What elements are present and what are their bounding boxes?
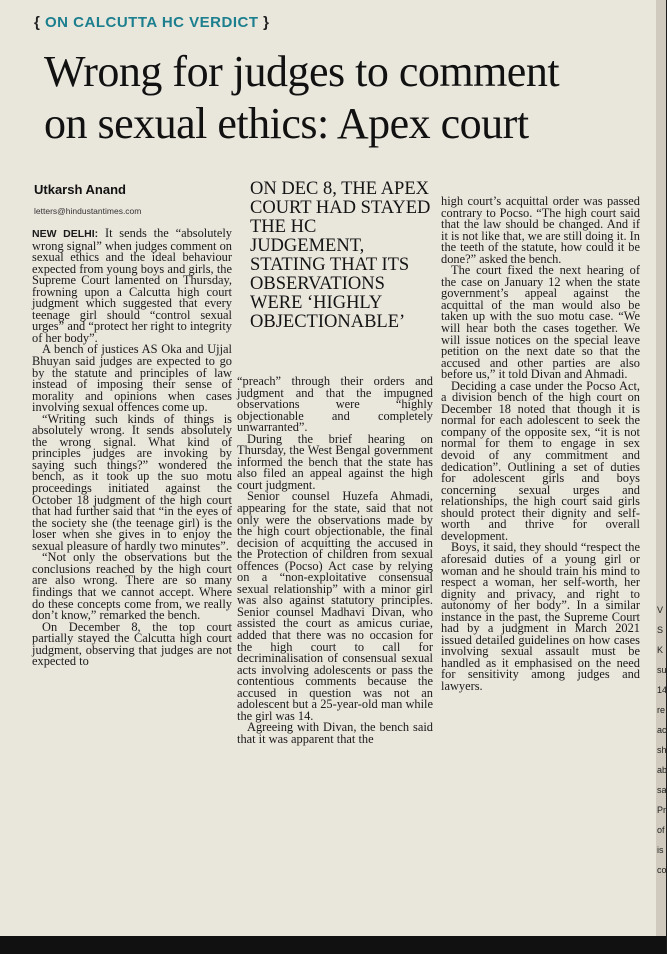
paragraph: Agreeing with Divan, the bench said that it was apparent that the xyxy=(237,720,433,746)
section-kicker xyxy=(34,14,270,31)
kicker-close-brace: } xyxy=(258,14,270,31)
fragment: K xyxy=(657,645,664,655)
headline-line-1: Wrong for judges to comment xyxy=(44,47,560,96)
paragraph: The court fixed the next hearing of the case on January 12 when the state government’s appeal against the acquittal of the man would also be taken up with the suo motu case. “We will hear both the cases together. We will issue notices on the special leave petition on the next date so that the accused and other parties are also before us,” it told Divan and Ahmadi. xyxy=(441,263,640,382)
headline-line-2: on sexual ethics: Apex court xyxy=(44,99,529,148)
headline xyxy=(44,46,656,150)
photo-border-bottom xyxy=(0,936,666,954)
fragment: co xyxy=(657,865,667,875)
fragment: su xyxy=(657,665,667,675)
fragment: S xyxy=(657,625,664,635)
article-column-1 xyxy=(32,228,232,928)
byline-email: letters@hindustantimes.com xyxy=(34,206,142,216)
adjacent-article-fragments xyxy=(656,0,666,880)
paragraph: Deciding a case under the Pocso Act, a division bench of the high court on December 18 noted that though it is normal for each adolescent to seek the company of the opposite sex, “it is not normal for them to engage in sex devoid of any commitment and dedication”. Outlining a set of duties for adolescent girls and boys concerning sexual urges and relationships, the high court said girls should protect their dignity and self-worth and thrive for overall development. xyxy=(441,378,640,543)
fragment: ac xyxy=(657,725,667,735)
paragraph: During the brief hearing on Thursday, the West Bengal government informed the bench that the state has also filed an appeal against the high court judgment. xyxy=(237,431,433,492)
dateline: NEW DELHI: xyxy=(32,228,99,240)
paragraph: “preach” through their orders and judgment and that the impugned observations were “highly objectionable and completely unwarranted”. xyxy=(237,374,433,435)
byline-author: Utkarsh Anand xyxy=(34,182,126,197)
paragraph xyxy=(32,228,232,344)
fragment: of xyxy=(657,825,665,835)
article-column-3 xyxy=(441,196,640,932)
paragraph: “Writing such kinds of things is absolutely wrong. It sends absolutely the wrong signal. What kind of principles judges are invoking by saying such things?” wondered the bench, as it took up the suo motu proceedings initiated against the October 18 judgment of the high court that had further said that “in the eyes of the society she (the teenage girl) is the loser when she gives in to enjoy the sexual pleasure of hardly two minutes”. xyxy=(32,411,232,553)
fragment: 14 xyxy=(657,685,667,695)
paragraph: On December 8, the top court partially stayed the Calcutta high court judgment, observing that judges are not expected to xyxy=(32,619,232,669)
fragment: is xyxy=(657,845,664,855)
paragraph-text: It sends the “absolutely wrong signal” when judges comment on sexual ethics and the ideal behaviour expected from young boys and girls, the Supreme Court lamented on Thursday, frowning upon a Calcutta high court judgment which suggested that every teenage girl should “control sexual urges” and “protect her right to integrity of her body”. xyxy=(32,226,233,345)
fragment: V xyxy=(657,605,664,615)
adjacent-article-strip xyxy=(656,0,666,936)
paragraph: A bench of justices AS Oka and Ujjal Bhuyan said judges are expected to go by the statute and principles of law instead of imposing their sense of morality and opinions when cases involving sexual offences come up. xyxy=(32,342,232,415)
paragraph: “Not only the observations but the conclusions reached by the high court are also wrong. There are so many findings that we cannot accept. Where do these concepts come from, we really don’t know,” remarked the bench. xyxy=(32,550,232,623)
fragment: sa xyxy=(657,785,667,795)
paragraph: Boys, it said, they should “respect the aforesaid duties of a young girl or woman and he should train his mind to respect a woman, her self-worth, her dignity and privacy, and right to autonomy of her body”. In a similar instance in the past, the Supreme Court had by a judgment in March 2021 issued detailed guidelines on how cases involving sexual assault must be handled as it emphasised on the need for sensitivity among judges and lawyers. xyxy=(441,540,640,693)
pull-quote: ON DEC 8, THE APEX COURT HAD STAYED THE HC JUDGEMENT, STATING THAT ITS OBSERVATIONS WERE ‘HIGHLY OBJECTIONABLE’ xyxy=(250,179,431,332)
fragment: ab xyxy=(657,765,667,775)
article-column-2 xyxy=(237,376,433,932)
fragment: Pr xyxy=(657,805,666,815)
paragraph: high court’s acquittal order was passed contrary to Pocso. “The high court said that the law should be changed. And if it is not like that, we are still doing it. In the teeth of the statute, how could it be done?” asked the bench. xyxy=(441,194,640,266)
fragment: re xyxy=(657,705,666,715)
fragment: sh xyxy=(657,745,667,755)
paragraph: Senior counsel Huzefa Ahmadi, appearing for the state, said that not only were the observations made by the high court objectionable, the final decision of acquitting the accused in the Protection of children from sexual offences (Pocso) Act case by relying on a “non-exploitative consensual sexual relationship” with a minor girl was also against statutory principles. Senior counsel Madhavi Divan, who assisted the court as amicus curiae, added that there was no occasion for the high court to call for decriminalisation of consensual sexual acts involving adolescents or pass the contentious comments because the accused in question was not an adolescent but a 25-year-old man while the girl was 14. xyxy=(237,489,433,723)
kicker-open-brace: { xyxy=(34,14,46,31)
kicker-text: ON CALCUTTA HC VERDICT xyxy=(45,14,259,31)
